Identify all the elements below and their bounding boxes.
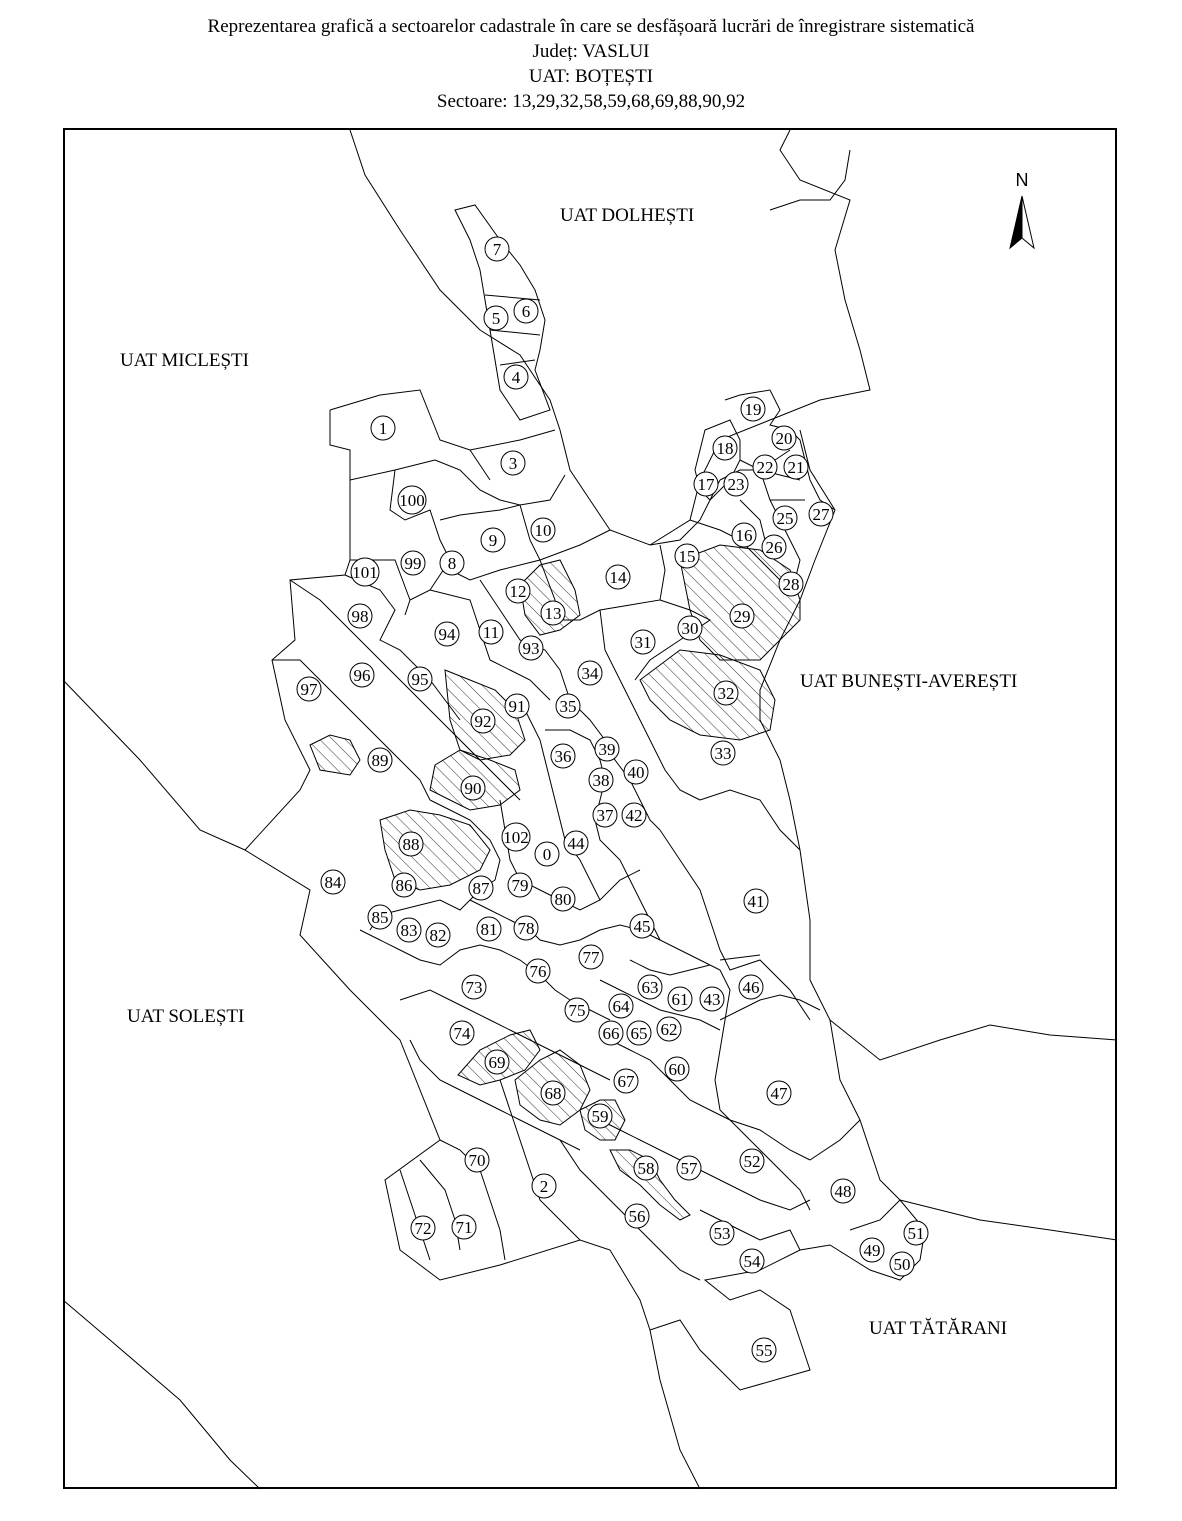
sector-number: 15	[678, 547, 696, 566]
sector-number: 18	[716, 439, 734, 458]
sector-number: 64	[612, 997, 630, 1016]
miclesti-boundary	[63, 680, 245, 850]
solesti-south-boundary	[63, 1300, 260, 1489]
sector-label-38	[589, 768, 613, 792]
sector-label-30	[678, 616, 702, 640]
sector-label-37	[593, 803, 617, 827]
sector-label-50	[890, 1252, 914, 1276]
sector-label-93	[519, 636, 543, 660]
sector-label-49	[860, 1238, 884, 1262]
sector-number: 30	[681, 619, 699, 638]
sector-label-67	[614, 1069, 638, 1093]
sector-number: 93	[522, 639, 540, 658]
sector-number: 68	[544, 1084, 562, 1103]
sector-number: 23	[727, 475, 745, 494]
sector-number: 56	[628, 1207, 646, 1226]
sector-number: 66	[602, 1024, 620, 1043]
sector-number: 95	[411, 670, 429, 689]
sector-divider	[720, 955, 820, 1020]
sector-number: 14	[609, 568, 627, 587]
sector-number: 26	[765, 538, 783, 557]
sector-number: 75	[568, 1001, 586, 1020]
sector-number: 21	[787, 458, 805, 477]
sector-label-59	[588, 1104, 612, 1128]
sector-label-1	[371, 416, 395, 440]
sector-label-43	[700, 987, 724, 1011]
sector-label-58	[634, 1156, 658, 1180]
sector-number: 73	[465, 978, 483, 997]
sector-label-44	[564, 831, 588, 855]
sector-number: 84	[324, 873, 342, 892]
sector-label-63	[638, 975, 662, 999]
highlight-sector-89	[310, 735, 360, 775]
sector-label-84	[321, 870, 345, 894]
sector-label-71	[452, 1215, 476, 1239]
sector-label-0	[535, 842, 559, 866]
sector-label-62	[657, 1017, 681, 1041]
sector-number: 4	[511, 368, 521, 387]
sector-label-45	[630, 914, 654, 938]
sector-number: 44	[567, 834, 585, 853]
sector-number: 71	[455, 1218, 473, 1237]
sector-label-15	[675, 544, 699, 568]
sector-number: 29	[733, 607, 751, 626]
sector-label-78	[514, 916, 538, 940]
sector-number: 48	[834, 1182, 852, 1201]
sector-number: 62	[660, 1020, 678, 1039]
sector-label-64	[609, 994, 633, 1018]
sector-number: 89	[371, 751, 389, 770]
sector-number: 58	[637, 1159, 655, 1178]
sector-label-41	[744, 889, 768, 913]
sector-number: 98	[351, 607, 369, 626]
sector-number: 86	[395, 876, 413, 895]
sector-number: 16	[735, 526, 753, 545]
sector-number: 13	[544, 604, 562, 623]
sector-label-11	[479, 620, 503, 644]
sector-number: 9	[488, 531, 498, 550]
sector-number: 69	[488, 1053, 506, 1072]
sector-label-55	[752, 1338, 776, 1362]
bunesti-boundary	[830, 1020, 1117, 1060]
sector-number: 19	[744, 400, 762, 419]
north-arrow-icon	[1002, 170, 1042, 254]
sector-number: 81	[480, 920, 498, 939]
sector-number: 82	[429, 926, 447, 945]
sector-label-70	[465, 1148, 489, 1172]
sector-number: 60	[668, 1060, 686, 1079]
sector-label-77	[579, 945, 603, 969]
sector-label-36	[551, 744, 575, 768]
sector-number: 91	[508, 697, 526, 716]
sector-number: 27	[812, 505, 830, 524]
neighbor-label-solesti: UAT SOLEȘTI	[127, 1006, 245, 1027]
sector-label-89	[368, 748, 392, 772]
sector-label-92	[471, 709, 495, 733]
sector-label-48	[831, 1179, 855, 1203]
sector-label-94	[435, 622, 459, 646]
sector-number: 32	[717, 684, 735, 703]
sector-label-95	[408, 667, 432, 691]
highlight-sector-29	[680, 545, 800, 660]
sector-number: 77	[582, 948, 600, 967]
sector-number: 22	[756, 458, 774, 477]
title-sectors: Sectoare: 13,29,32,58,59,68,69,88,90,92	[436, 91, 746, 112]
sector-label-96	[350, 663, 374, 687]
sector-label-27	[809, 502, 833, 526]
sector-label-4	[504, 365, 528, 389]
sector-number: 102	[503, 828, 529, 847]
sector-number: 74	[453, 1024, 471, 1043]
sector-label-81	[477, 917, 501, 941]
sector-label-42	[622, 803, 646, 827]
sector-label-80	[551, 887, 575, 911]
sector-label-19	[741, 397, 765, 421]
highlight-sector-32	[640, 650, 775, 740]
sector-label-47	[767, 1081, 791, 1105]
sector-number: 1	[378, 419, 388, 438]
sector-label-13	[541, 601, 565, 625]
sector-number: 43	[703, 990, 721, 1009]
sector-number: 87	[472, 879, 490, 898]
boundary-lines	[63, 130, 1117, 1489]
sector-number: 7	[492, 240, 502, 259]
sector-label-9	[481, 528, 505, 552]
sector-number: 51	[907, 1224, 925, 1243]
sector-label-85	[368, 905, 392, 929]
north-arrow	[1002, 170, 1042, 254]
tatarani-boundary	[900, 1200, 1117, 1240]
sector-divider	[330, 410, 565, 505]
sector-number: 45	[633, 917, 651, 936]
sector-label-90	[461, 776, 485, 800]
sector-label-87	[469, 876, 493, 900]
sector-number: 99	[404, 554, 422, 573]
sector-number: 10	[534, 521, 552, 540]
sector-label-39	[595, 737, 619, 761]
sector-label-20	[772, 426, 796, 450]
sector-number: 41	[747, 892, 765, 911]
sector-label-98	[348, 604, 372, 628]
sector-label-18	[713, 436, 737, 460]
sector-label-2	[532, 1174, 556, 1198]
neighbor-label-dolhesti: UAT DOLHEȘTI	[560, 205, 695, 226]
sector-number: 33	[714, 744, 732, 763]
sector-label-40	[624, 760, 648, 784]
sector-label-86	[392, 873, 416, 897]
dolhesti-boundary	[350, 130, 870, 545]
sector-number: 17	[697, 475, 715, 494]
sector-number: 53	[713, 1224, 731, 1243]
neighbor-label-bunesti: UAT BUNEȘTI-AVEREȘTI	[800, 671, 1018, 692]
sector-number: 52	[743, 1152, 761, 1171]
sector-number: 35	[559, 697, 577, 716]
sector-number: 0	[542, 845, 552, 864]
sector-label-28	[779, 572, 803, 596]
dolhesti-east-edge	[770, 150, 850, 210]
sector-label-69	[485, 1050, 509, 1074]
sector-number: 67	[617, 1072, 635, 1091]
sector-label-52	[740, 1149, 764, 1173]
title-line-1: Reprezentarea grafică a sectoarelor cadastrale în care se desfășoară lucrări de înregistrare sistematică	[207, 16, 975, 37]
sector-label-61	[668, 987, 692, 1011]
sector-number: 65	[630, 1024, 648, 1043]
sector-label-97	[297, 677, 321, 701]
sector-label-35	[556, 694, 580, 718]
sector-number: 55	[755, 1341, 773, 1360]
title-county: Județ: VASLUI	[532, 41, 650, 62]
sector-number: 101	[352, 563, 378, 582]
sector-label-33	[711, 741, 735, 765]
sector-label-46	[739, 975, 763, 999]
sector-divider	[272, 660, 430, 800]
sector-number: 96	[353, 666, 371, 685]
sector-label-65	[627, 1021, 651, 1045]
sector-label-88	[399, 832, 423, 856]
title-uat: UAT: BOȚEȘTI	[528, 66, 654, 87]
sector-number: 83	[400, 921, 418, 940]
sector-number: 40	[627, 763, 645, 782]
sector-label-101	[351, 558, 379, 586]
sector-label-32	[714, 681, 738, 705]
sector-labels	[297, 237, 928, 1362]
sector-number: 70	[468, 1151, 486, 1170]
sector-number: 78	[517, 919, 535, 938]
neighbor-label-miclesti: UAT MICLEȘTI	[120, 350, 249, 371]
sector-label-29	[730, 604, 754, 628]
sector-label-102	[502, 823, 530, 851]
sector-number: 59	[591, 1107, 609, 1126]
sector-number: 90	[464, 779, 482, 798]
sector-label-60	[665, 1057, 689, 1081]
sector-number: 20	[775, 429, 793, 448]
sector-label-91	[505, 694, 529, 718]
sector-number: 47	[770, 1084, 788, 1103]
sector-number: 72	[414, 1219, 432, 1238]
sector-label-74	[450, 1021, 474, 1045]
sector-label-72	[411, 1216, 435, 1240]
sector-number: 28	[782, 575, 800, 594]
sector-label-7	[485, 237, 509, 261]
sector-number: 79	[511, 876, 529, 895]
north-letter: N	[1015, 170, 1029, 190]
sector-number: 39	[598, 740, 616, 759]
sector-number: 31	[634, 633, 652, 652]
sector-label-10	[531, 518, 555, 542]
sector-label-23	[724, 472, 748, 496]
sector-label-99	[401, 551, 425, 575]
sector-number: 2	[539, 1177, 549, 1196]
sector-label-8	[440, 551, 464, 575]
sector-label-83	[397, 918, 421, 942]
sector-number: 92	[474, 712, 492, 731]
sector-number: 6	[521, 302, 531, 321]
uat-outer-boundary	[245, 390, 925, 1390]
sector-number: 76	[529, 962, 547, 981]
sector-label-14	[606, 565, 630, 589]
sector-number: 34	[581, 664, 599, 683]
sector-divider	[630, 960, 710, 975]
sector-label-75	[565, 998, 589, 1022]
sector-number: 54	[743, 1252, 761, 1271]
sector-number: 57	[680, 1159, 698, 1178]
sector-number: 94	[438, 625, 456, 644]
sector-number: 38	[592, 771, 610, 790]
sector-label-82	[426, 923, 450, 947]
sector-number: 50	[893, 1255, 911, 1274]
sector-number: 5	[491, 309, 501, 328]
sector-number: 80	[554, 890, 572, 909]
sector-number: 49	[863, 1241, 881, 1260]
sector-number: 12	[509, 582, 527, 601]
sector-label-73	[462, 975, 486, 999]
sector-number: 100	[399, 491, 425, 510]
sector-label-22	[753, 455, 777, 479]
sector-label-53	[710, 1221, 734, 1245]
sector-number: 8	[447, 554, 457, 573]
sector-label-100	[398, 486, 426, 514]
sector-label-79	[508, 873, 532, 897]
sector-label-31	[631, 630, 655, 654]
sector-label-54	[740, 1249, 764, 1273]
sector-number: 42	[625, 806, 643, 825]
sector-label-17	[694, 472, 718, 496]
sector-number: 88	[402, 835, 420, 854]
sector-label-25	[773, 506, 797, 530]
sector-number: 36	[554, 747, 572, 766]
sector-label-6	[514, 299, 538, 323]
sector-label-26	[762, 535, 786, 559]
sector-number: 11	[482, 623, 500, 642]
sector-label-34	[578, 661, 602, 685]
sector-number: 63	[641, 978, 659, 997]
sector-label-76	[526, 959, 550, 983]
sector-label-51	[904, 1221, 928, 1245]
sector-label-56	[625, 1204, 649, 1228]
neighbor-label-tatarani: UAT TĂTĂRANI	[869, 1318, 1008, 1339]
sector-number: 97	[300, 680, 318, 699]
sector-number: 61	[671, 990, 689, 1009]
sector-label-57	[677, 1156, 701, 1180]
sector-label-16	[732, 523, 756, 547]
south-boundary	[650, 1330, 700, 1489]
sector-number: 46	[742, 978, 760, 997]
sector-number: 85	[371, 908, 389, 927]
sector-label-21	[784, 455, 808, 479]
sector-label-66	[599, 1021, 623, 1045]
sector-number: 25	[776, 509, 794, 528]
sector-number: 37	[596, 806, 614, 825]
sector-number: 3	[508, 454, 518, 473]
sector-label-3	[501, 451, 525, 475]
sector-label-12	[506, 579, 530, 603]
sector-label-68	[541, 1081, 565, 1105]
sector-label-5	[484, 306, 508, 330]
